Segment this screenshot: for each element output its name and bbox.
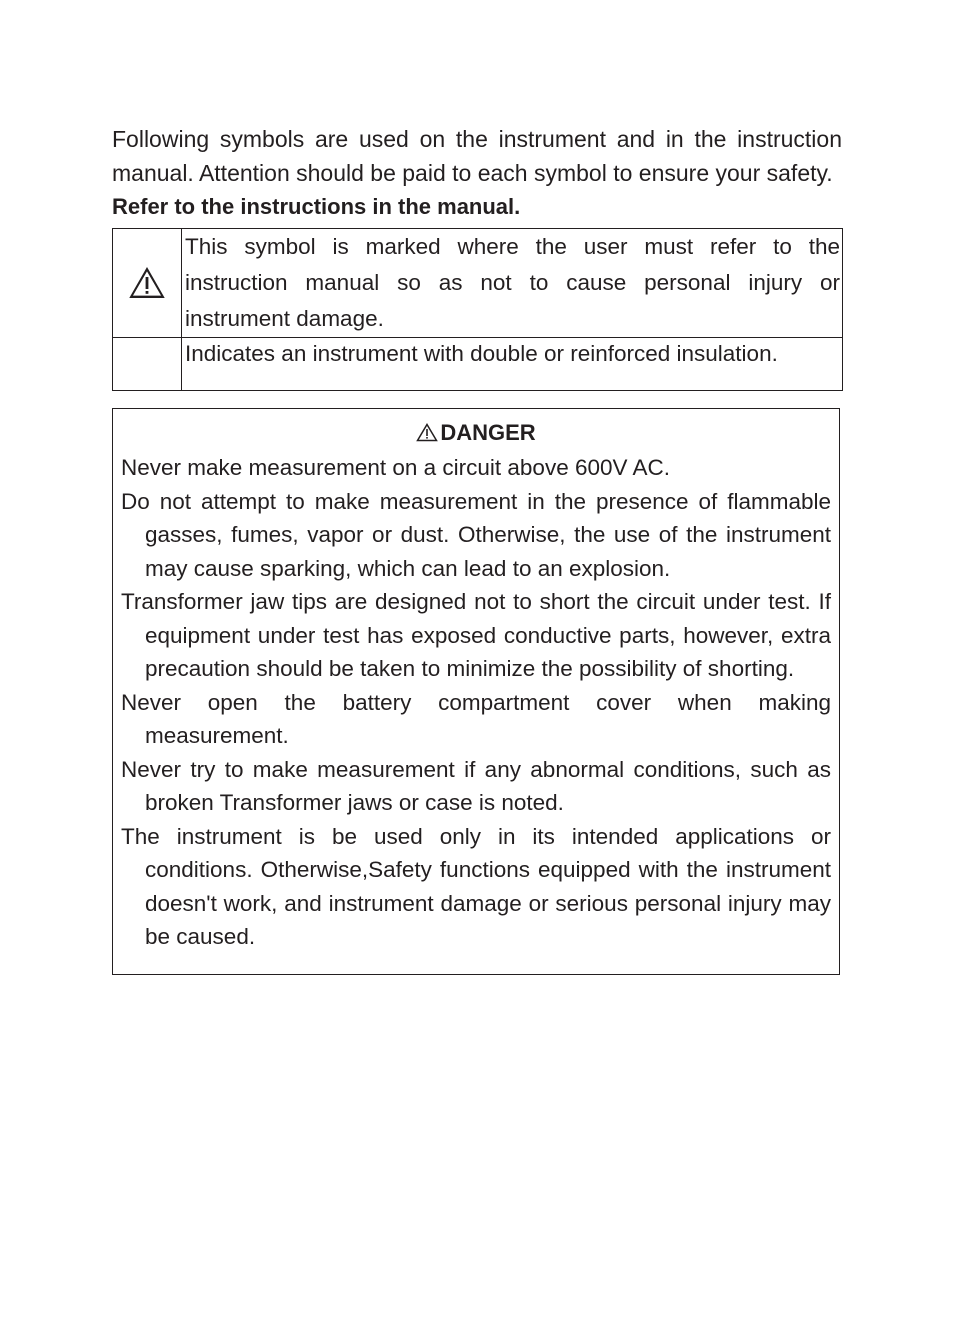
manual-page bbox=[112, 122, 842, 975]
symbol-description: Indicates an instrument with double or reinforced insulation. bbox=[182, 338, 843, 391]
warning-triangle-icon bbox=[129, 267, 165, 299]
danger-item: Never try to make measurement if any abnormal conditions, such as broken Transformer jaws or case is noted. bbox=[121, 756, 831, 815]
danger-item: Never make measurement on a circuit above 600V AC. bbox=[121, 455, 671, 480]
symbol-cell bbox=[113, 338, 182, 391]
danger-title: DANGER bbox=[440, 420, 536, 445]
danger-heading bbox=[121, 419, 831, 447]
danger-box bbox=[112, 408, 840, 975]
danger-item: Do not attempt to make measurement in the presence of flammable gasses, fumes, vapor or dust. Otherwise, the use of the instrument may cause sparking, which can lead to an explosion. bbox=[121, 488, 831, 581]
danger-item: The instrument is be used only in its intended applications or conditions. Otherwise,Safety functions equipped with the instrument doesn't work, and instrument damage or serious personal injury may be caused. bbox=[121, 823, 831, 949]
symbol-row bbox=[113, 229, 843, 338]
intro-paragraph: Following symbols are used on the instrument and in the instruction manual. Attention should be paid to each symbol to ensure your safety. bbox=[112, 126, 842, 186]
symbol-description: This symbol is marked where the user must refer to the instruction manual so as not to cause personal injury or instrument damage. bbox=[182, 229, 843, 338]
danger-item: Transformer jaw tips are designed not to short the circuit under test. If equipment under test has exposed conductive parts, however, extra precaution should be taken to minimize the possibility of shorting. bbox=[121, 589, 831, 681]
symbols-table bbox=[112, 228, 843, 391]
danger-item: Never open the battery compartment cover when making measurement. bbox=[121, 689, 831, 748]
warning-triangle-icon bbox=[416, 423, 438, 442]
refer-heading: Refer to the instructions in the manual. bbox=[112, 194, 521, 219]
symbol-cell bbox=[113, 229, 182, 338]
symbol-row bbox=[113, 338, 843, 391]
danger-list bbox=[121, 451, 831, 954]
